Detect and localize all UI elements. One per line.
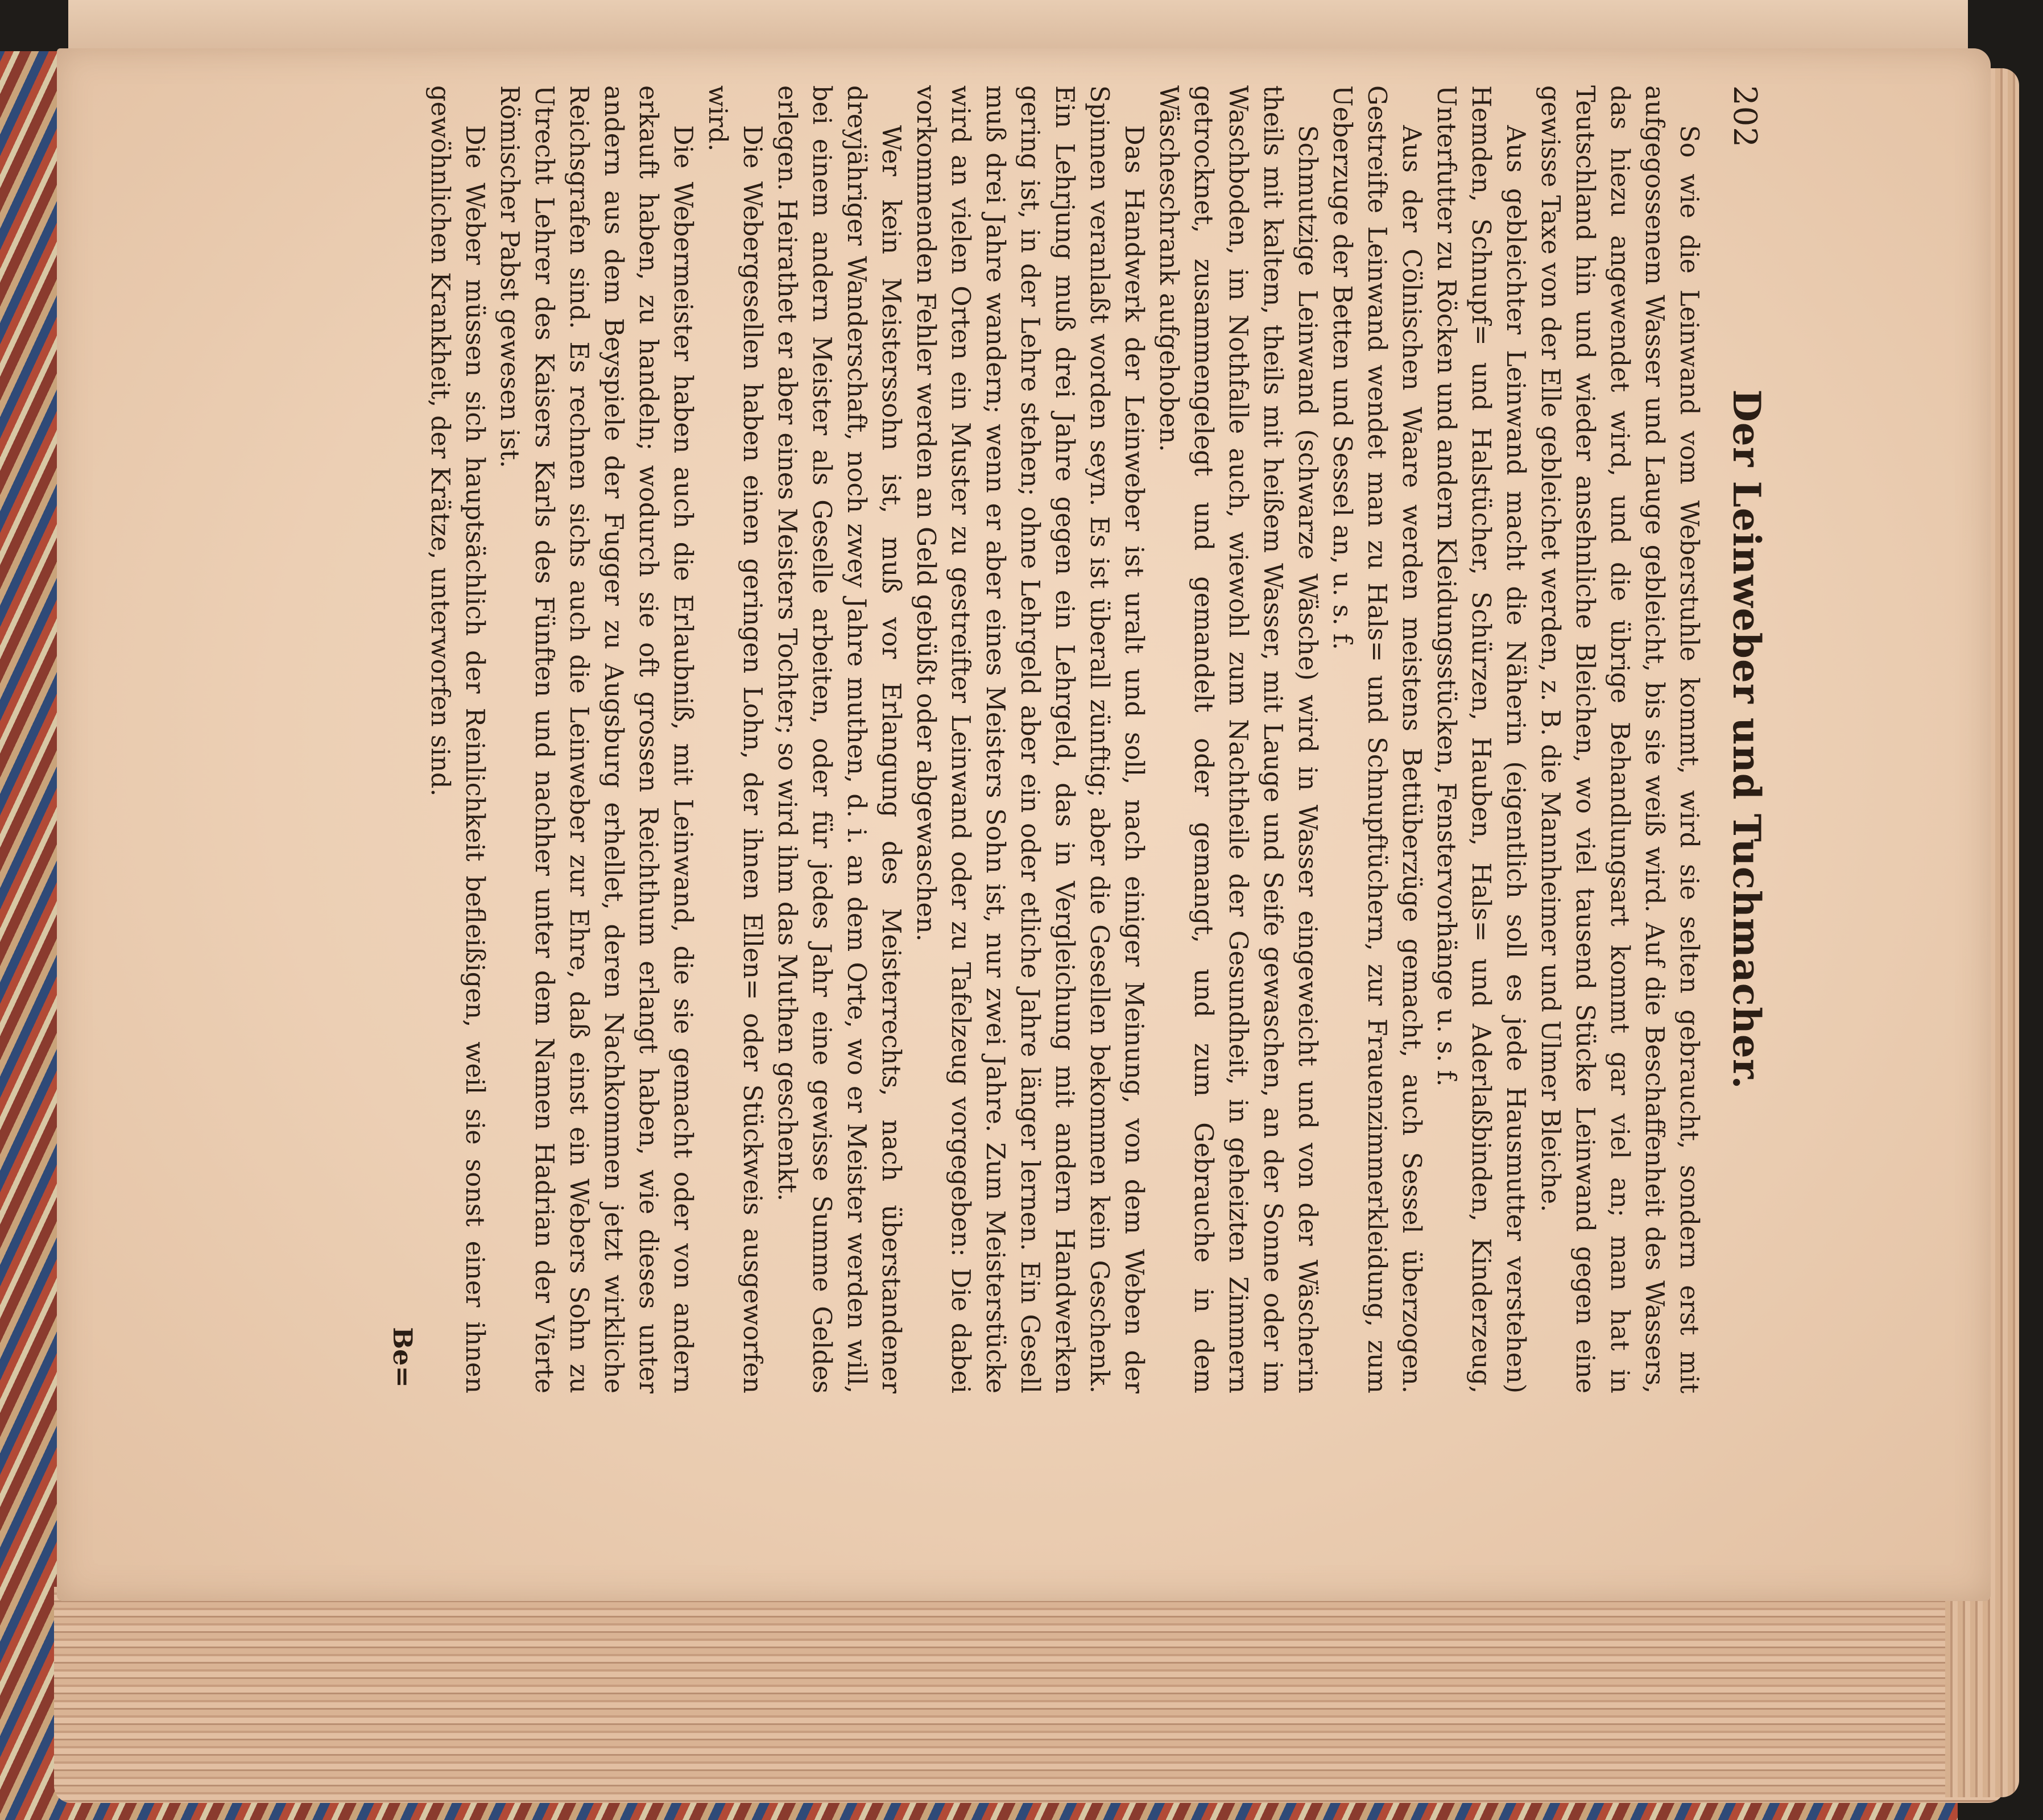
- paragraph: Aus gebleichter Leinwand macht die Näherin (eigentlich soll es jede Hausmutter verstehen) Hemden, Schnupf= und Halstücher, Schürzen, Hauben, Hals= und Aderlaßbinden, Kinderzeug, Unterfutter zu Röcken und andern Kleidungsstücken, Fenstervorhänge u. s. f.: [1432, 85, 1530, 1393]
- page-number: 202: [1726, 85, 1763, 148]
- paragraph: Aus der Cölnischen Waare werden meistens Bettüberzüge gemacht, auch Sessel überzogen. Gestreifte Leinwand wendet man zu Hals= und Schnupftüchern, zur Frauenzimmerkleidung, zum Ueberzuge der Betten und Sessel an, u. s. f.: [1327, 85, 1426, 1393]
- next-page-edge: [68, 0, 1968, 54]
- page-stack-bottom: [54, 1587, 2005, 1803]
- catchword: Be=: [387, 1327, 418, 1388]
- paragraph: Die Weber müssen sich hauptsächlich der Reinlichkeit befleißigen, weil sie sonst einer ihnen gewöhnlichen Krankheit, der Krätze, unterworfen sind.: [425, 85, 489, 1393]
- rotated-text-block: [193, 85, 1769, 1393]
- running-title: Der Leinweber und Tuchmacher.: [1724, 389, 1769, 1090]
- paragraph: So wie die Leinwand vom Weberstuhle kommt, wird sie selten gebraucht, sondern erst mit aufgegossenem Wasser und Lauge gebleicht, bis sie weiß wird. Auf die Beschaffenheit des Wassers, das hiezu angewendet wird, und die übrige Behandlungsart kommt gar viel an; man hat in Teutschland hin und wieder ansehnliche Bleichen, wo viel tausend Stücke Leinwand gegen eine gewisse Taxe von der Elle gebleichet werden, z. B. die Mannheimer und Ulmer Bleiche.: [1536, 85, 1703, 1393]
- paragraph: Die Webergesellen haben einen geringen Lohn, der ihnen Ellen= oder Stückweis ausgeworfen wird.: [703, 85, 767, 1393]
- paragraph: Das Handwerk der Leinweber ist uralt und soll, nach einiger Meinung, von dem Weben der Spinnen veranlaßt worden seyn. Es ist überall zünftig; aber die Gesellen bekommen kein Geschenk. Ein Lehrjung muß drei Jahre gegen ein Lehrgeld, das in Vergleichung mit andern Handwerken gering ist, in der Lehre stehen; ohne Lehrgeld aber ein oder etliche Jahre länger lernen. Ein Gesell muß drei Jahre wandern; wenn er aber eines Meisters Sohn ist, nur zwei Jahre. Zum Meisterstücke wird an vielen Orten ein Muster zu gestreifter Leinwand oder zu Tafelzeug vorgegeben: Die dabei vorkommenden Fehler werden an Geld gebüßt oder abgewaschen.: [911, 85, 1148, 1393]
- paragraph: Schmutzige Leinwand (schwarze Wäsche) wird in Wasser eingeweicht und von der Wäscherin theils mit kaltem, theils mit heißem Wasser, mit Lauge und Seife gewaschen, an der Sonne oder im Waschboden, im Nothfalle auch, wiewohl zum Nachtheile der Gesundheit, in geheizten Zimmern getrocknet, zusammengelegt und gemandelt oder gemangt, und zum Gebrauche in dem Wäscheschrank aufgehoben.: [1154, 85, 1322, 1393]
- running-head: [1706, 85, 1769, 1393]
- paragraph: Wer kein Meisterssohn ist, muß vor Erlangung des Meisterrechts, nach überstandener dreyjähriger Wanderschaft, noch zwey Jahre muthen, d. i. an dem Orte, wo er Meister werden will, bei einem andern Meister als Geselle arbeiten, oder für jedes Jahr eine gewisse Summe Geldes erlegen. Heirathet er aber eines Meisters Tochter; so wird ihm das Muthen geschenkt.: [772, 85, 905, 1393]
- paragraph: Die Webermeister haben auch die Erlaubniß, mit Leinwand, die sie gemacht oder von andern erkauft haben, zu handeln; wodurch sie oft grossen Reichthum erlangt haben, wie dieses unter andern aus dem Beyspiele der Fugger zu Augsburg erhellet, deren Nachkommen jetzt wirkliche Reichsgrafen sind. Es rechnen sichs auch die Leinweber zur Ehre, daß einst ein Webers Sohn zu Utrecht Lehrer des Kaisers Karls des Fünften und nachher unter dem Namen Hadrian der Vierte Römischer Pabst gewesen ist.: [495, 85, 697, 1393]
